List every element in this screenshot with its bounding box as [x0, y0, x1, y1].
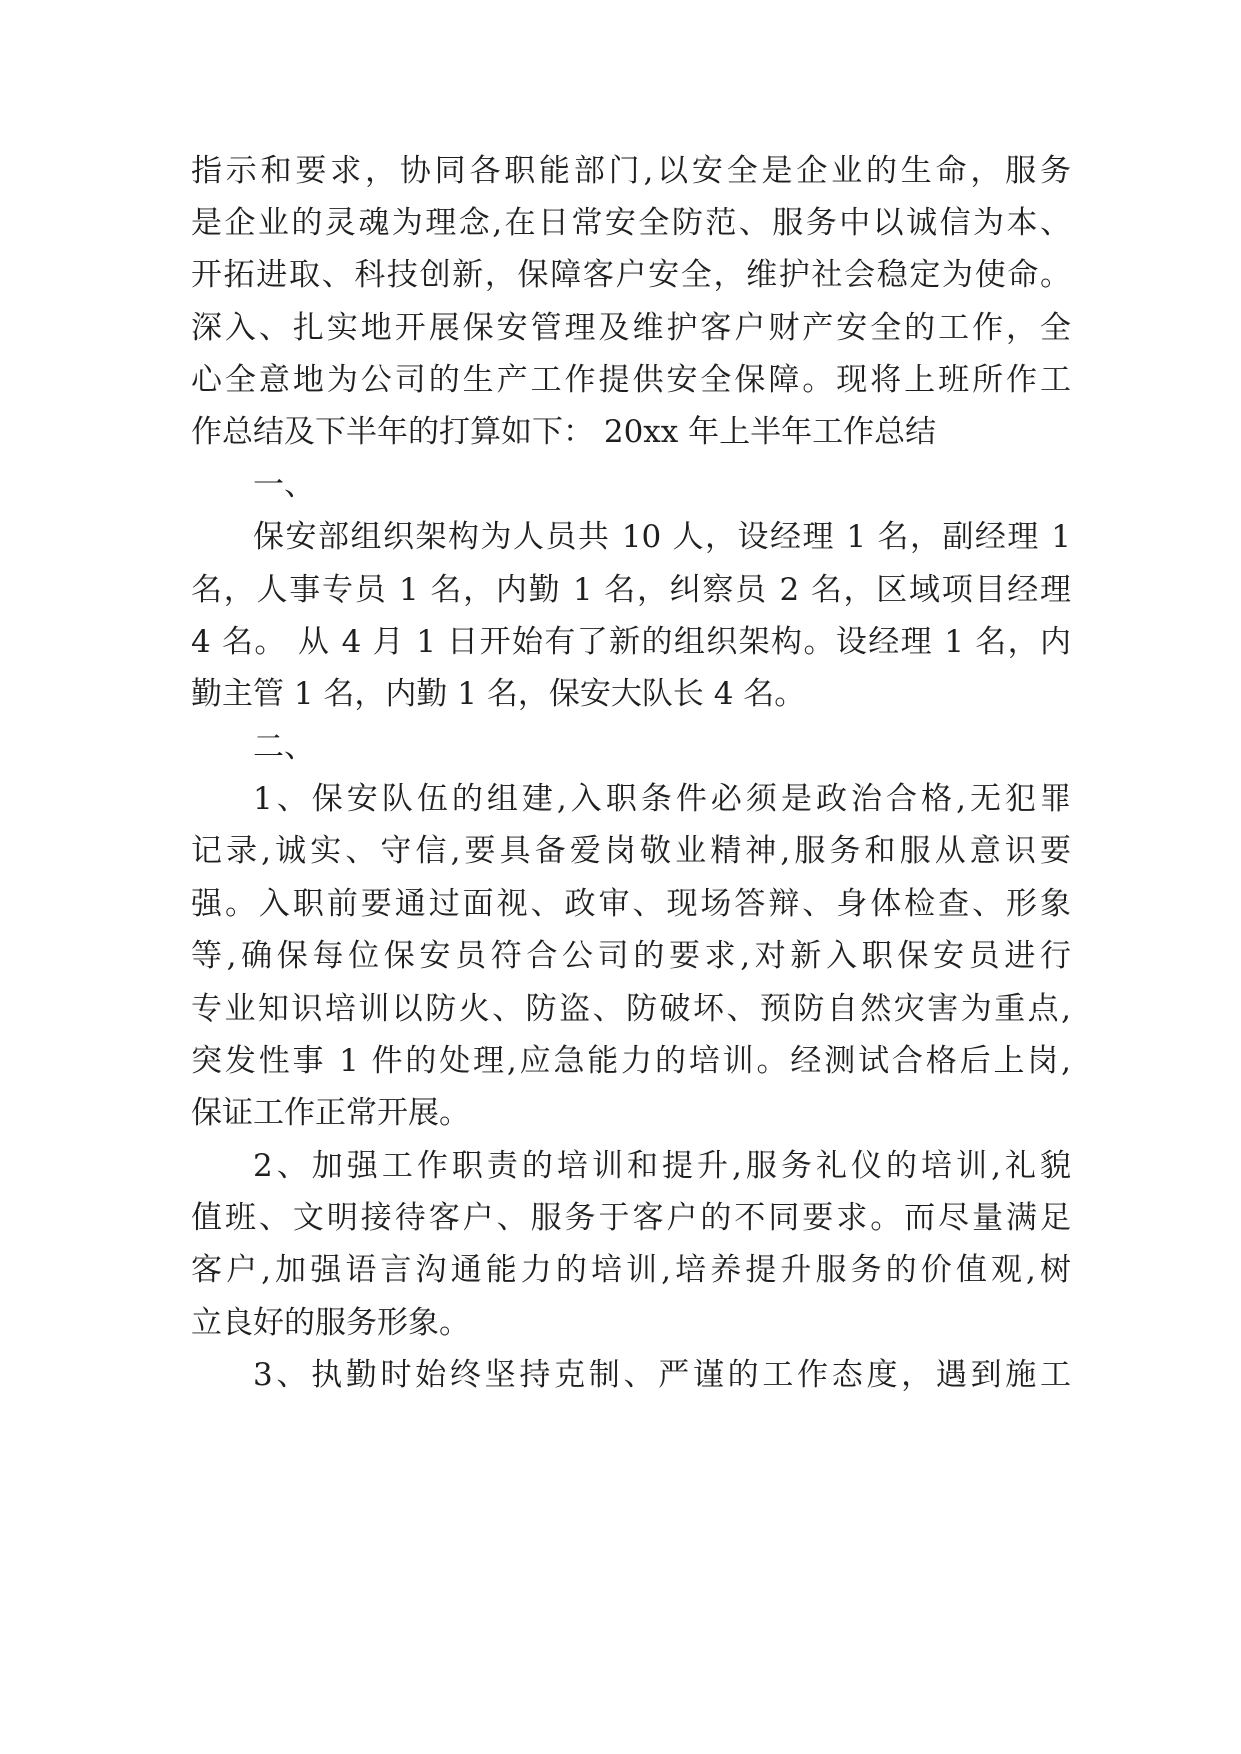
text-line: 3、执勤时始终坚持克制、严谨的工作态度，遇到施工	[253, 1357, 1071, 1393]
text-line: 4 名。 从 4 月 1 日开始有了新的组织架构。设经理 1 名，内	[191, 624, 1071, 660]
text-line: 等,确保每位保安员符合公司的要求,对新入职保安员进行	[191, 938, 1071, 974]
text-line: 深入、扎实地开展保安管理及维护客户财产安全的工作，全	[191, 310, 1071, 346]
text-line: 2、加强工作职责的培训和提升,服务礼仪的培训,礼貌	[253, 1148, 1071, 1184]
text-line: 立良好的服务形象。	[191, 1305, 470, 1341]
text-line: 专业知识培训以防火、防盗、防破坏、预防自然灾害为重点,	[191, 991, 1071, 1027]
text-line: 突发性事 1 件的处理,应急能力的培训。经测试合格后上岗,	[191, 1043, 1071, 1079]
text-line: 保安部组织架构为人员共 10 人，设经理 1 名，副经理 1	[253, 519, 1071, 555]
section-heading: 二、	[253, 729, 315, 765]
text-line: 指示和要求，协同各职能部门,以安全是企业的生命，服务	[191, 153, 1071, 189]
text-line: 客户,加强语言沟通能力的培训,培养提升服务的价值观,树	[191, 1252, 1071, 1288]
text-line: 勤主管 1 名，内勤 1 名，保安大队长 4 名。	[191, 676, 806, 712]
text-line: 作总结及下半年的打算如下： 20xx 年上半年工作总结	[191, 414, 937, 450]
text-line: 值班、文明接待客户、服务于客户的不同要求。而尽量满足	[191, 1200, 1071, 1236]
text-line: 保证工作正常开展。	[191, 1095, 470, 1131]
text-line: 心全意地为公司的生产工作提供安全保障。现将上班所作工	[191, 362, 1071, 398]
text-line: 是企业的灵魂为理念,在日常安全防范、服务中以诚信为本、	[191, 205, 1071, 241]
text-line: 1、保安队伍的组建,入职条件必须是政治合格,无犯罪	[253, 781, 1071, 817]
section-heading: 一、	[253, 467, 315, 503]
text-line: 记录,诚实、守信,要具备爱岗敬业精神,服务和服从意识要	[191, 833, 1071, 869]
text-line: 名，人事专员 1 名，内勤 1 名，纠察员 2 名，区域项目经理	[191, 572, 1071, 608]
text-line: 开拓进取、科技创新，保障客户安全，维护社会稳定为使命。	[191, 257, 1071, 293]
text-line: 强。入职前要通过面视、政审、现场答辩、身体检查、形象	[191, 886, 1071, 922]
